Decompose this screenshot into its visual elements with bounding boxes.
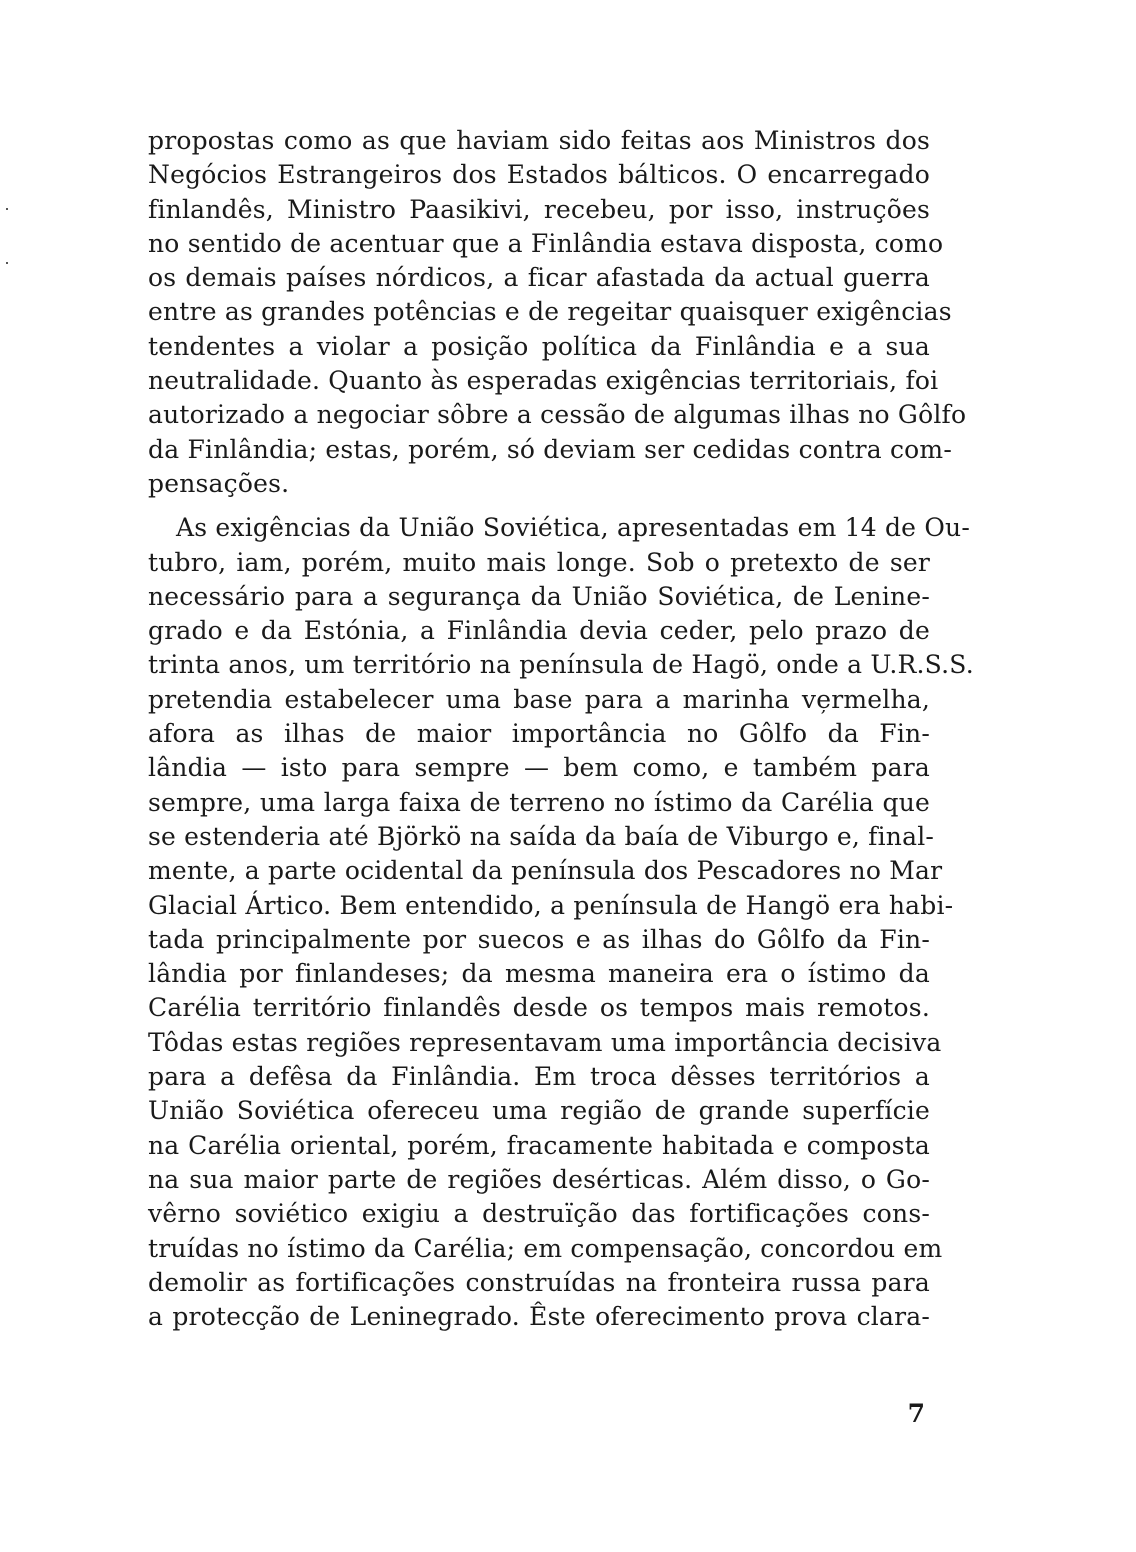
text-line: finlandês, Ministro Paasikivi, recebeu, por isso, instruções (148, 194, 930, 224)
text-line: demolir as fortificações construídas na fronteira russa para (148, 1267, 930, 1297)
text-line: propostas como as que haviam sido feitas aos Ministros dos (148, 126, 930, 155)
text-line: Tôdas estas regiões representavam uma importância decisiva (148, 1027, 942, 1057)
paragraph-1 (148, 124, 967, 501)
text-line: a protecção de Leninegrado. Êste oferecimento prova clara- (148, 1302, 930, 1332)
text-line: necessário para a segurança da União Soviética, de Lenine- (148, 581, 930, 611)
paragraph-gap (148, 501, 930, 511)
text-line: pensações. (148, 468, 290, 498)
text-line: entre as grandes potências e de regeitar quaisquer exigências (148, 297, 952, 327)
text-line: truídas no ístimo da Carélia; em compensação, concordou em (148, 1233, 943, 1263)
text-line: As exigências da União Soviética, apresentadas em 14 de Ou- (176, 513, 970, 543)
text-line: no sentido de acentuar que a Finlândia estava disposta, como (148, 228, 944, 258)
paragraph-2 (148, 511, 974, 1334)
text-line: União Soviética ofereceu uma região de grande superfície (148, 1096, 930, 1126)
text-line: Negócios Estrangeiros dos Estados bálticos. O encarregado (148, 160, 930, 190)
text-line: afora as ilhas de maior importância no Gôlfo da Fin- (148, 719, 930, 749)
text-line: os demais países nórdicos, a ficar afastada da actual guerra (148, 263, 930, 293)
text-line: Glacial Ártico. Bem entendido, a península de Hangö era habi- (148, 890, 954, 920)
scan-speck (6, 208, 8, 210)
text-line: neutralidade. Quanto às esperadas exigências territoriais, foi (148, 366, 939, 396)
text-line: trinta anos, um território na península de Hagö, onde a U.R.S.S. (148, 650, 974, 680)
scan-speck (6, 262, 8, 264)
text-line: tada principalmente por suecos e as ilhas do Gôlfo da Fin- (148, 924, 930, 954)
text-line: autorizado a negociar sôbre a cessão de algumas ilhas no Gôlfo (148, 400, 967, 430)
text-line: grado e da Estónia, a Finlândia devia ceder, pelo prazo de (148, 616, 930, 646)
text-line: sempre, uma larga faixa de terreno no ístimo da Carélia que (148, 787, 930, 817)
text-line: na Carélia oriental, porém, fracamente habitada e composta (148, 1130, 930, 1160)
text-line: lândia por finlandeses; da mesma maneira era o ístimo da (148, 959, 930, 989)
text-line: tubro, iam, porém, muito mais longe. Sob o pretexto de ser (148, 547, 930, 577)
text-line: na sua maior parte de regiões desérticas. Além disso, o Go- (148, 1164, 930, 1194)
text-line: vêrno soviético exigiu a destruïção das fortificações cons- (148, 1199, 930, 1229)
text-line: mente, a parte ocidental da península dos Pescadores no Mar (148, 856, 943, 886)
text-line: lândia — isto para sempre — bem como, e também para (148, 753, 930, 783)
text-line: tendentes a violar a posição política da Finlândia e a sua (148, 331, 930, 361)
text-line: pretendia estabelecer uma base para a marinha ve̦rmelha, (148, 684, 930, 714)
page-number: 7 (907, 1399, 925, 1428)
text-line: para a defêsa da Finlândia. Em troca dêsses territórios a (148, 1062, 930, 1092)
text-line: da Finlândia; estas, porém, só deviam ser cedidas contra com- (148, 434, 952, 464)
text-line: se estenderia até Björkö na saída da baía de Viburgo e, final- (148, 821, 935, 851)
text-line: Carélia território finlandês desde os tempos mais remotos. (148, 993, 930, 1023)
body-text (148, 124, 974, 1334)
